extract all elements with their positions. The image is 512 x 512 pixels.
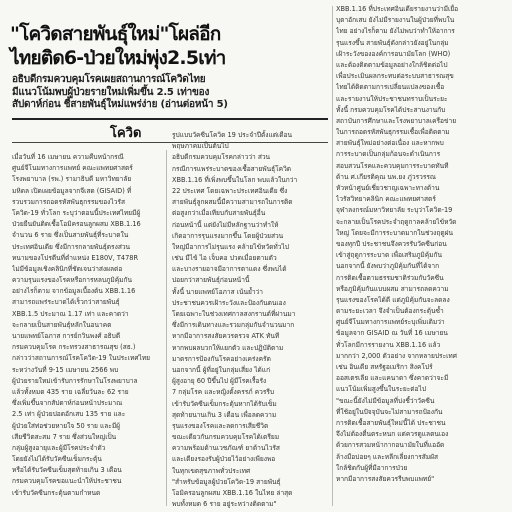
article-line: หากมีอาการสงสัยควรรีบพบแพทย์" bbox=[336, 474, 435, 483]
article-line: ล้างมือบ่อยๆ และหลีกเลี่ยงการสัมผัส bbox=[336, 452, 439, 461]
dek-line-2: มีแนวโน้มพบผู้ป่วยรายใหม่เพิ่มขึ้น 2.5 เท่าของ bbox=[12, 86, 210, 98]
article-line: ซึ่งมีการเดินทางและรวมกลุ่มกันจำนวนมาก bbox=[172, 321, 295, 330]
article-line: ด้วยการสวมหน้ากากอนามัยในที่แออัด bbox=[336, 441, 445, 450]
article-line: "สำหรับข้อมูลผู้ป่วยโควิด-19 สายพันธุ์ bbox=[172, 477, 281, 486]
article-line: ประเทศอินเดีย ซึ่งมีการกลายพันธุ์ตรงส่วน bbox=[12, 242, 131, 251]
article-line: ด้าน ศ.เกียรติคุณ นพ.ยง ภู่วรวรรณ bbox=[336, 172, 437, 181]
article-line: รูปแบบวัคซีนโควิด 19 ประจำปีตั้งแต่เดือน bbox=[172, 131, 293, 139]
article-line: 2.5 เท่า ผู้ป่วยปอดอักเสบ 135 ราย และ bbox=[12, 410, 126, 419]
article-line: อย่างไรก็ตาม จากข้อมูลเบื้องต้น XBB.1.16 bbox=[12, 287, 136, 296]
article-line: หัวหน้าศูนย์เชี่ยวชาญเฉพาะทางด้าน bbox=[336, 184, 440, 192]
article-line: บุตาอักเสบ ยังไม่มีรายงานในผู้ป่วยที่พบใน bbox=[336, 16, 455, 25]
article-line: ไวรัสวิทยาคลินิก คณะแพทยศาสตร์ bbox=[336, 195, 436, 204]
article-line: ผู้ป่วยใส่ท่อช่วยหายใจ 50 ราย และมีผู้ bbox=[12, 421, 121, 430]
article-line: ความรุนแรงของโรคหรือการหลบภูมิคุ้มกัน bbox=[12, 276, 133, 285]
article-line: ทั่วโลกมีการรายงาน XBB.1.16 แล้ว bbox=[336, 340, 441, 349]
article-line: มาตรการป้องกันโรคอย่างเคร่งครัด bbox=[172, 354, 271, 363]
article-line: เฝ้าระวังขององค์การอนามัยโลก (WHO) bbox=[336, 49, 451, 58]
article-line: นายแพทย์โอภาส การย์กวินพงศ์ อธิบดี bbox=[12, 332, 121, 340]
article-line: ใหญ่มีอาการไม่รุนแรง คล้ายไข้หวัดทั่วไป bbox=[172, 242, 289, 251]
article-line: มากกว่า 2,000 ตัวอย่าง จากหลายประเทศ bbox=[336, 351, 457, 360]
article-line: ขณะเดียวกันกรมควบคุมโรคได้เตรียม bbox=[172, 433, 280, 442]
article-line: โดยเฉพาะในช่วงเทศกาลสงกรานต์ที่ผ่านมา bbox=[172, 310, 296, 318]
article-line: รุนแรงขึ้น สายพันธุ์ดังกล่าวยังอยู่ในกลุ่ม bbox=[336, 38, 449, 47]
article-line: สายพันธุ์ลูกผสมนี้มีความสามารถในการติด bbox=[172, 198, 293, 207]
dek-line-3: สัปดาห์ก่อน ชี้สายพันธุ์ใหม่แพร่ง่าย (อ่านต่อหน้า 5) bbox=[12, 99, 228, 110]
article-line: พบทั้งหมด 6 ราย อยู่ระหว่างติดตาม" bbox=[172, 500, 277, 508]
article-line: และรายงานให้ประชาชนทราบเป็นระยะ bbox=[336, 94, 448, 103]
article-line: จึงไม่ต้องตื่นตระหนก แต่ควรดูแลตนเอง bbox=[336, 430, 449, 439]
headline-line-1: "โควิดสายพันธุ์ใหม่"โผล่อีก bbox=[10, 23, 221, 45]
article-line: ซึ่งเพิ่มขึ้นจากสัปดาห์ก่อนหน้าประมาณ bbox=[12, 399, 123, 408]
article-line: จะกลายเป็นโรคประจำฤดูกาลคล้ายไข้หวัด bbox=[336, 217, 457, 226]
article-line: แล้วทั้งหมด 435 ราย เฉลี่ยวันละ 62 ราย bbox=[12, 387, 129, 396]
article-line: กลุ่มผู้สูงอายุและผู้มีโรคประจำตัว bbox=[12, 443, 106, 452]
article-line: ในทุกเขตสุขภาพทั่วประเทศ bbox=[172, 466, 251, 475]
article-line: รุนแรงของโรคและลดการเสียชีวิต bbox=[172, 421, 269, 430]
article-line: เช่น มีไข้ ไอ เจ็บคอ ปวดเมื่อยตามตัว bbox=[172, 254, 277, 263]
article-line: โควิด-19 ทั่วโลก ระบุว่าตอนนี้ประเทศไทยมีผู้ bbox=[12, 208, 141, 217]
article-line: และบางรายอาจมีอาการตาแดง ซึ่งพบได้ bbox=[172, 265, 287, 274]
article-line: เสียชีวิตสะสม 7 ราย ซึ่งส่วนใหญ่เป็น bbox=[12, 432, 117, 441]
article-line: และเตียงรองรับผู้ป่วยไว้อย่างเพียงพอ bbox=[172, 455, 276, 464]
article-line: เพื่อประเมินผลกระทบต่อระบบสาธารณสุข bbox=[336, 72, 454, 81]
article-line: เข้ารับวัคซีนกระตุ้นตามกำหนด bbox=[12, 488, 101, 497]
article-line: XBB.1.5 ประมาณ 1.17 เท่า และคาดว่า bbox=[12, 309, 129, 318]
article-column-1 bbox=[12, 152, 162, 508]
article-line: กรมควบคุมโรค กระทรวงสาธารณสุข (สธ.) bbox=[12, 343, 136, 352]
article-line: รวบรวมการถอดรหัสพันธุกรรมของไวรัส bbox=[12, 197, 125, 206]
article-line: ก่อนหน้านี้ แต่ยังไม่มีหลักฐานว่าทำให้ bbox=[172, 220, 279, 229]
article-line: เข้าสู่ฤดูการระบาด เพื่อเสริมภูมิคุ้มกัน bbox=[336, 251, 443, 260]
article-line: ต่อสูงกว่าเมื่อเทียบกับสายพันธุ์อื่น bbox=[172, 209, 266, 218]
article-line: ศูนย์จีโนมทางการแพทย์ คณะแพทยศาสตร์ bbox=[12, 164, 133, 173]
article-line: ผู้สูงอายุ 60 ปีขึ้นไป ผู้มีโรคเรื้อรัง bbox=[172, 377, 267, 386]
article-line: ประชาชนควรเฝ้าระวังและป้องกันตนเอง bbox=[172, 298, 286, 307]
article-column-3 bbox=[336, 4, 506, 508]
article-line: ในการถอดรหัสพันธุกรรมเชื้อเพื่อติดตาม bbox=[336, 128, 450, 137]
article-line: การติดเชื้อสายพันธุ์ใหม่นี้ได้ ประชาชน bbox=[336, 418, 446, 427]
article-line: ใหญ่ โดยจะมีการระบาดมากในช่วงฤดูฝน bbox=[336, 228, 454, 237]
article-line: สอบสวนโรคและควบคุมการระบาดทันที bbox=[336, 161, 449, 170]
column-divider bbox=[166, 150, 167, 506]
article-line: นอกจากนี้ ยังพบว่าภูมิคุ้มกันที่ได้จาก bbox=[336, 262, 440, 271]
article-line: XBB.1.16 ที่เพิ่งพบขึ้นในโลก พบแล้วในกว่า bbox=[172, 175, 298, 184]
headline-line-2: ไทยติด6-ป่วยใหม่พุ่ง2.5เท่า bbox=[10, 47, 226, 69]
article-line: สายพันธุ์ใหม่อย่างต่อเนื่อง และหากพบ bbox=[336, 139, 444, 148]
article-line: หากมีอาการสงสัยควรตรวจ ATK ทันที bbox=[172, 332, 280, 341]
article-line: ศูนย์จีโนมทางการแพทย์ระบุเพิ่มเติมว่า bbox=[336, 318, 445, 327]
column-divider bbox=[332, 6, 333, 506]
article-line: โดยยังไม่ได้รับวัคซีนเข็มกระตุ้น bbox=[12, 455, 102, 464]
article-line: ใกล้ชิดกับผู้ที่มีอาการป่วย bbox=[336, 463, 408, 472]
article-line: นอกจากนี้ ผู้ที่อยู่ในกลุ่มเสี่ยง ได้แก่ bbox=[172, 365, 271, 374]
article-line: จะกลายเป็นสายพันธุ์หลักในอนาคต bbox=[12, 320, 112, 329]
article-line: 22 ประเทศ โดยเฉพาะประเทศอินเดีย ซึ่ง bbox=[172, 186, 288, 195]
article-line: การติดเชื้อตามธรรมชาติร่วมกับวัคซีน bbox=[336, 273, 444, 282]
headline bbox=[10, 22, 330, 70]
article-line: แนวโน้มเพิ่มสูงขึ้นในระยะต่อไป bbox=[336, 385, 427, 394]
article-line: ตามระยะเวลา จึงจำเป็นต้องกระตุ้นซ้ำ bbox=[336, 307, 444, 316]
dek bbox=[12, 74, 332, 112]
article-line: ป่วยยืนยันติดเชื้อโอมิครอนลูกผสม XBB.1.16 bbox=[12, 220, 141, 229]
article-line: สถาบันการศึกษาและโรงพยาบาลเครือข่าย bbox=[336, 116, 457, 125]
article-line: ที่ใช้อยู่ในปัจจุบันจะไม่สามารถป้องกัน bbox=[336, 407, 443, 416]
dek-line-1: อธิบดีกรมควบคุมโรคเผยสถานการณ์โควิดไทย bbox=[12, 74, 206, 85]
article-line: สามารถแพร่ระบาดได้เร็วกว่าสายพันธุ์ bbox=[12, 298, 120, 307]
article-line: เมื่อวันที่ 16 เมษายน ความคืบหน้ากรณี bbox=[12, 153, 124, 161]
article-line: ไทยได้ติดตามการเปลี่ยนแปลงของเชื้อ bbox=[336, 83, 445, 92]
article-line: และต้องติดตามข้อมูลอย่างใกล้ชิดต่อไป bbox=[336, 60, 448, 69]
article-line: เข้ารับวัคซีนเข็มกระตุ้นหากได้รับเข็ม bbox=[172, 399, 277, 408]
article-line: โอมิครอนลูกผสม XBB.1.16 ในไทย ล่าสุด bbox=[172, 489, 293, 497]
article-line: หากพบผลบวกให้แยกตัว และปฏิบัติตาม bbox=[172, 343, 284, 352]
article-line: ข้อมูลจาก GISAID ณ วันที่ 16 เมษายน bbox=[336, 329, 448, 338]
article-line: จุฬาลงกรณ์มหาวิทยาลัย ระบุว่าโควิด-19 bbox=[336, 206, 453, 215]
article-line: มหิดล เปิดเผยข้อมูลจากจีเสด (GISAID) ที่ bbox=[12, 186, 132, 195]
article-line: ความพร้อมด้านเวชภัณฑ์ ยาต้านไวรัส bbox=[172, 444, 280, 453]
article-line: ทั้งนี้ กรมควบคุมโรคได้ประสานงานกับ bbox=[336, 105, 446, 114]
article-line: ทั้งนี้ นายแพทย์โอภาส เน้นย้ำว่า bbox=[172, 287, 263, 296]
article-column-2 bbox=[172, 130, 328, 508]
article-line: 7 กลุ่มโรค และหญิงตั้งครรภ์ ควรรีบ bbox=[172, 388, 275, 397]
article-line: เช่น อินเดีย สหรัฐอเมริกา สิงคโปร์ bbox=[336, 363, 433, 371]
article-line: XBB.1.16 ที่ประเทศอินเดียรายงานว่ามีเยื่อ bbox=[336, 5, 459, 13]
article-line: กรมควบคุมโรคขอแนะนำให้ประชาชน bbox=[12, 477, 122, 486]
article-line: ของทุกปี ประชาชนจึงควรรับวัคซีนก่อน bbox=[336, 239, 447, 248]
article-line: อธิบดีกรมควบคุมโรคกล่าวว่า ส่วน bbox=[172, 153, 271, 162]
article-line: กล่าวว่าสถานการณ์โรคโควิด-19 ในประเทศไทย bbox=[12, 354, 151, 363]
article-line: ออสเตรเลีย และแคนาดา ซึ่งคาดว่าจะมี bbox=[336, 374, 449, 383]
article-line: บ่อยกว่าสายพันธุ์ก่อนหน้านี้ bbox=[172, 276, 250, 285]
article-line: รุนแรงของโรคได้ดี แต่ภูมิคุ้มกันจะลดลง bbox=[336, 295, 450, 304]
article-line: หรือได้รับวัคซีนเข็มสุดท้ายเกิน 3 เดือน bbox=[12, 466, 122, 475]
article-line: สุดท้ายนานเกิน 3 เดือน เพื่อลดความ bbox=[172, 410, 277, 419]
article-line: กรณีการแพร่ระบาดของเชื้อสายพันธุ์โควิด bbox=[172, 164, 292, 173]
headline-rule bbox=[12, 118, 328, 120]
article-line: การระบาดเป็นกลุ่มก้อนจะดำเนินการ bbox=[336, 150, 441, 159]
article-line: เกิดอาการรุนแรงมากขึ้น โดยผู้ป่วยส่วน bbox=[172, 231, 284, 240]
article-line: ไทย อย่างไรก็ตาม ยังไม่พบว่าทำให้อาการ bbox=[336, 27, 455, 36]
article-line: ไม่มีข้อมูลเชิงคลินิกที่ชัดเจนว่าส่งผลต่อ bbox=[12, 264, 123, 273]
article-line: หนามของโปรตีนที่ตำแหน่ง E180V, T478R bbox=[12, 253, 139, 262]
article-line: พฤษภาคมเป็นต้นไป bbox=[172, 142, 229, 151]
article-line: "ขณะนี้ยังไม่มีข้อมูลที่บ่งชี้ว่าวัคซีน bbox=[336, 396, 435, 405]
article-line: จำนวน 6 ราย ซึ่งเป็นสายพันธุ์ที่ระบาดใน bbox=[12, 231, 129, 240]
article-line: โรงพยาบาล (รพ.) รามาธิบดี มหาวิทยาลัย bbox=[12, 175, 132, 184]
article-line: ผู้ป่วยรายใหม่เข้ารับการรักษาในโรงพยาบาล bbox=[12, 376, 138, 385]
article-line: ระหว่างวันที่ 9-15 เมษายน 2566 พบ bbox=[12, 365, 119, 374]
article-line: หรือภูมิคุ้มกันแบบผสม สามารถลดความ bbox=[336, 284, 449, 293]
section-label: โควิด bbox=[110, 126, 142, 141]
